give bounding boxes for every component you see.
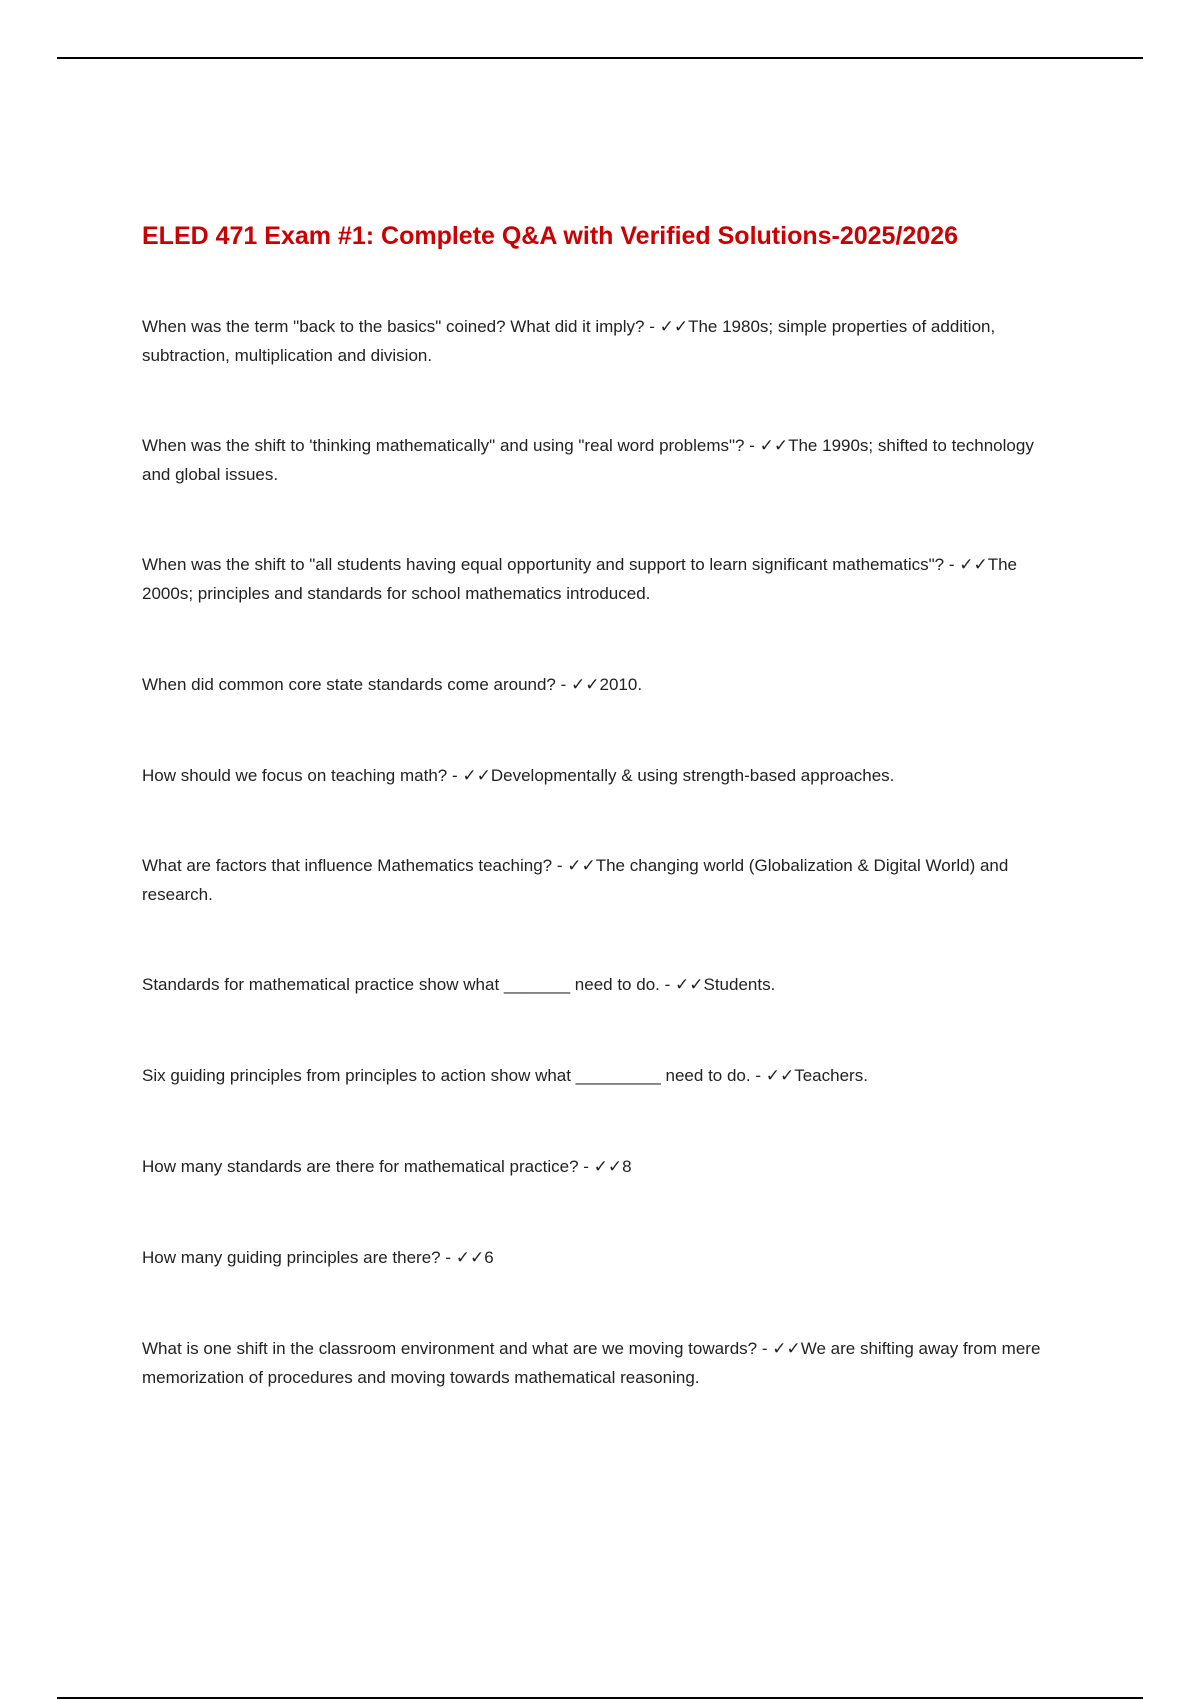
double-check-icon: ✓✓ [462, 766, 491, 786]
qa-item [142, 1244, 1062, 1273]
answer-text: Students. [703, 975, 776, 994]
separator: - [447, 766, 463, 785]
answer-text: The 2000s; principles and standards for school mathematics introduced. [142, 555, 1017, 603]
qa-item [142, 1062, 1062, 1091]
separator: - [750, 1066, 766, 1085]
answer-text: Teachers. [794, 1066, 868, 1085]
qa-item [142, 1335, 1062, 1392]
qa-item [142, 762, 1062, 791]
separator: - [944, 555, 960, 574]
double-check-icon: ✓✓ [674, 975, 704, 995]
top-rule [57, 57, 1143, 59]
separator: - [644, 317, 660, 336]
separator: - [552, 856, 568, 875]
question-text: What are factors that influence Mathematics teaching? [142, 856, 553, 875]
bottom-rule [57, 1697, 1143, 1699]
qa-item [142, 551, 1062, 608]
separator: - [744, 436, 760, 455]
qa-item [142, 432, 1062, 489]
answer-text: 8 [622, 1157, 632, 1176]
double-check-icon: ✓✓ [765, 1066, 795, 1086]
double-check-icon: ✓✓ [567, 856, 596, 876]
answer-text: The 1990s; shifted to technology and global issues. [142, 436, 1034, 484]
answer-text: The changing world (Globalization & Digital World) and research. [142, 856, 1009, 904]
answer-text: 2010. [599, 675, 643, 694]
double-check-icon: ✓✓ [772, 1339, 801, 1359]
question-text: When did common core state standards come around? [142, 675, 556, 694]
question-text: How many standards are there for mathematical practice? [142, 1157, 579, 1176]
question-text: How many guiding principles are there? [142, 1248, 441, 1267]
answer-text: The 1980s; simple properties of addition, subtraction, multiplication and division. [142, 317, 996, 365]
separator: - [757, 1339, 773, 1358]
separator: - [555, 675, 571, 694]
double-check-icon: ✓✓ [659, 317, 689, 337]
double-check-icon: ✓✓ [571, 675, 600, 695]
question-text: What is one shift in the classroom environment and what are we moving towards? [142, 1339, 758, 1358]
question-text: When was the shift to "all students having equal opportunity and support to learn significant mathematics"? [142, 555, 945, 574]
separator: - [578, 1157, 594, 1176]
answer-text: We are shifting away from mere memorization of procedures and moving towards mathematical reasoning. [142, 1339, 1041, 1387]
qa-item [142, 1153, 1062, 1182]
answer-text: 6 [484, 1248, 494, 1267]
document-title: ELED 471 Exam #1: Complete Q&A with Verified Solutions-2025/2026 [142, 222, 959, 250]
separator: - [440, 1248, 456, 1267]
question-text: When was the term "back to the basics" coined? What did it imply? [142, 317, 645, 336]
question-text: How should we focus on teaching math? [142, 766, 448, 785]
double-check-icon: ✓✓ [455, 1248, 485, 1268]
double-check-icon: ✓✓ [593, 1157, 623, 1177]
answer-text: Developmentally & using strength-based approaches. [490, 766, 895, 785]
question-text: Six guiding principles from principles to action show what _________ need to do. [142, 1066, 751, 1085]
question-text: Standards for mathematical practice show what _______ need to do. [142, 975, 660, 994]
separator: - [659, 975, 675, 994]
double-check-icon: ✓✓ [959, 555, 988, 575]
question-text: When was the shift to 'thinking mathematically" and using "real word problems"? [142, 436, 745, 455]
qa-item [142, 852, 1062, 909]
document-content [142, 216, 1062, 256]
double-check-icon: ✓✓ [759, 436, 789, 456]
qa-item [142, 971, 1062, 1000]
qa-item [142, 313, 1062, 370]
qa-item [142, 671, 1062, 700]
